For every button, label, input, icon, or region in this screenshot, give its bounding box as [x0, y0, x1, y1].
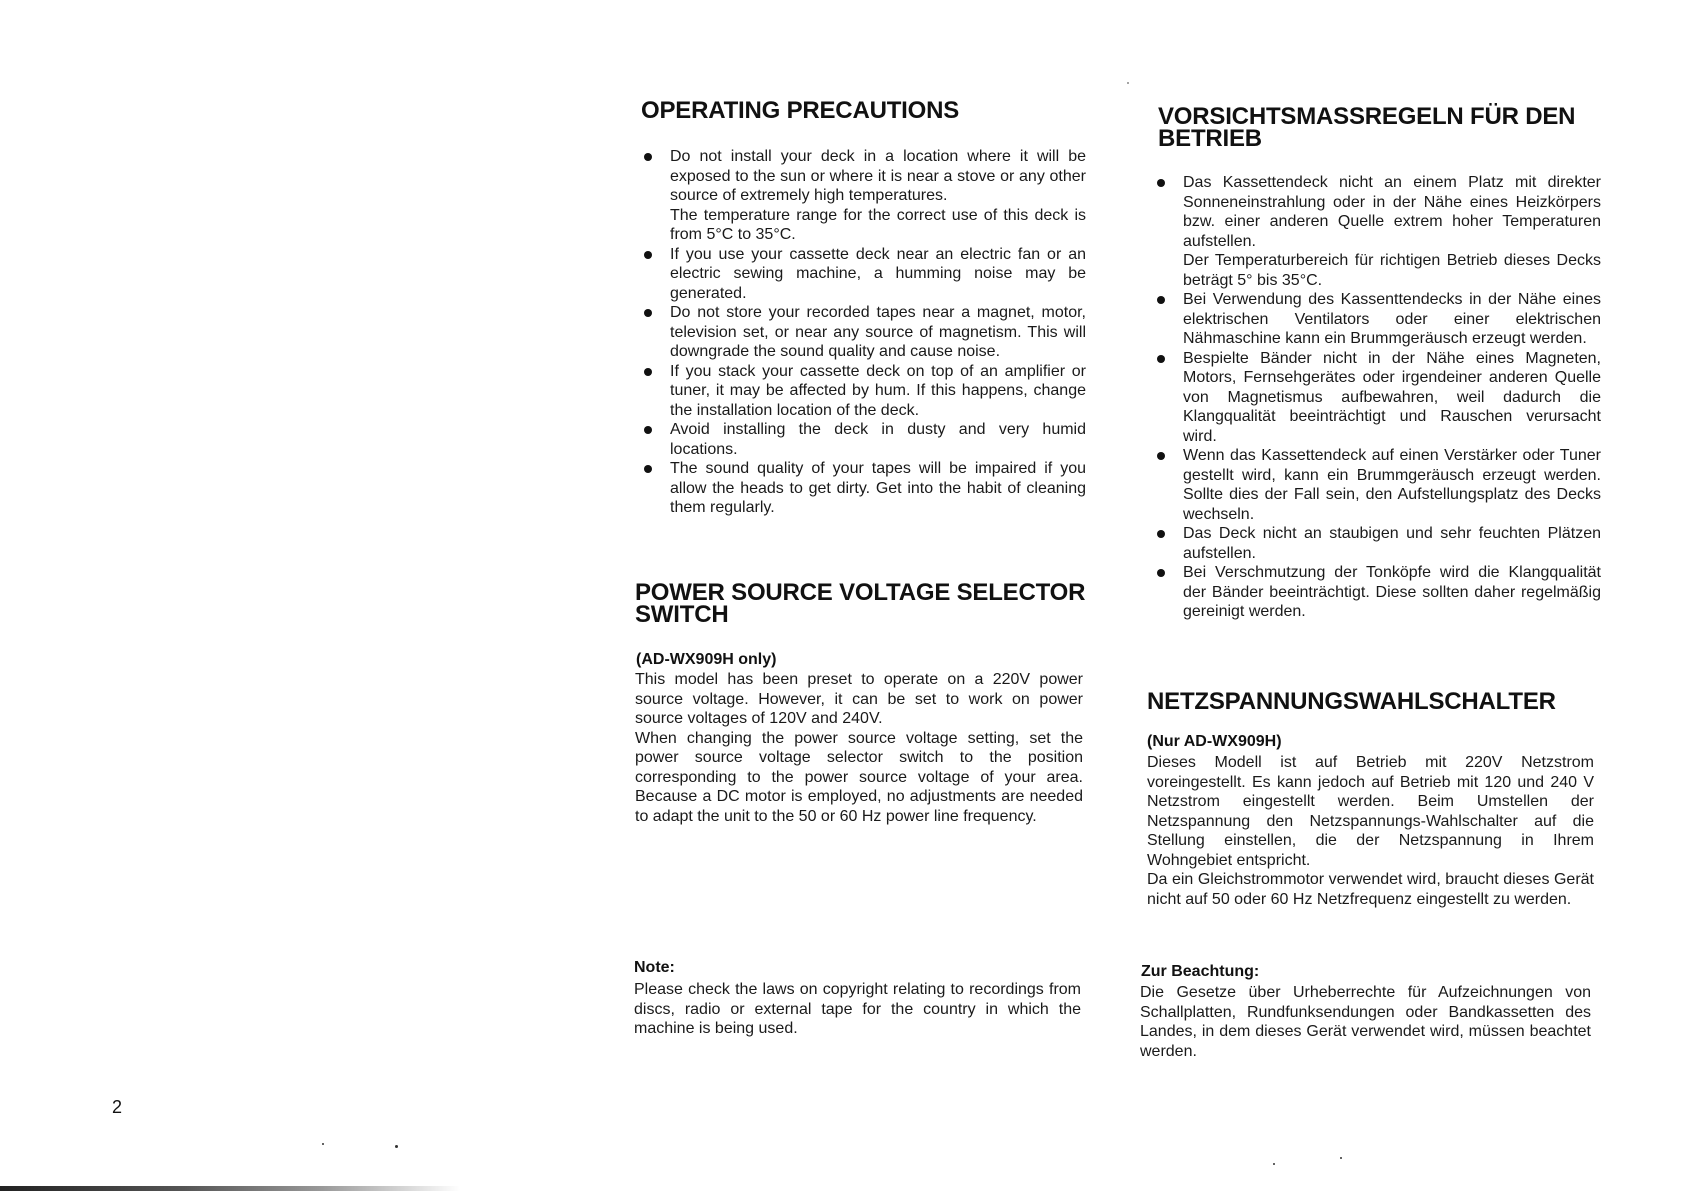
bullet-dot [1157, 530, 1165, 538]
scan-speck [1340, 1157, 1342, 1159]
list-item [1153, 290, 1601, 349]
list-item [640, 362, 1086, 421]
list-item-text: If you stack your cassette deck on top of an amplifier or tuner, it may be affected by hum. If this happens, change the installation location of the deck. [670, 362, 1086, 419]
list-item [640, 303, 1086, 362]
list-item [1153, 563, 1601, 622]
list-item-text: Bei Verwendung des Kassenttendecks in der Nähe eines elektrischen Ventilators oder einer elektrischen Nähmaschine kann ein Brummgeräusch erzeugt werden. [1183, 291, 1601, 347]
list-item [640, 459, 1086, 518]
page-number: 2 [112, 1097, 123, 1117]
paragraph: When changing the power source voltage setting, set the power source voltage selector switch to the position corresponding to the power source voltage of your area. Because a DC motor is employed, no adjustments are needed to adapt the unit to the 50 or 60 Hz power line frequency. [635, 729, 1083, 825]
scan-speck [395, 1145, 398, 1148]
voltage-selector-body [635, 670, 1083, 826]
voltage-selector-subtitle: (AD-WX909H only) [636, 651, 777, 668]
zur-beachtung-text: Die Gesetze über Urheberrechte für Aufzeichnungen von Schallplatten, Rundfunksendungen oder Bandkassetten des Landes, in dem dieses Gerät verwendet wird, müssen beachtet werden. [1140, 984, 1591, 1060]
list-item-text: Das Kassettendeck nicht an einem Platz mit direkter Sonneneinstrahlung oder in der Nähe eines Heizkörpers bzw. einer anderen Quelle extrem hoher Temperaturen aufstellen. [1183, 174, 1601, 250]
list-item-text: If you use your cassette deck near an electric fan or an electric sewing machine, a humming noise may be generated. [670, 245, 1086, 302]
list-item-text: Das Deck nicht an staubigen und sehr feuchten Plätzen aufstellen. [1183, 525, 1601, 562]
list-item-text: The temperature range for the correct use of this deck is from 5°C to 35°C. [670, 206, 1086, 243]
bullet-dot [644, 465, 652, 473]
list-item [640, 147, 1086, 245]
scan-speck [1127, 82, 1129, 84]
bullet-dot [644, 426, 652, 434]
zur-beachtung-title: Zur Beachtung: [1141, 963, 1260, 980]
list-item-text: Der Temperaturbereich für richtigen Betrieb dieses Decks beträgt 5° bis 35°C. [1183, 252, 1601, 289]
operating-precautions-list [640, 147, 1086, 518]
list-item-text: Bei Verschmutzung der Tonköpfe wird die Klangqualität der Bänder beeinträchtigt. Diese sollten daher regelmäßig gereinigt werden. [1183, 564, 1601, 620]
list-item-text: Do not store your recorded tapes near a magnet, motor, television set, or near any source of magnetism. This will downgrade the sound quality and cause noise. [670, 304, 1086, 360]
netzspannung-body [1147, 753, 1594, 909]
bullet-dot [1157, 296, 1165, 304]
list-item-text: The sound quality of your tapes will be impaired if you allow the heads to get dirty. Get into the habit of cleaning them regularly. [670, 460, 1086, 516]
netzspannung-subtitle: (Nur AD-WX909H) [1147, 733, 1282, 750]
paragraph: This model has been preset to operate on a 220V power source voltage. However, it can be set to work on power source voltages of 120V and 240V. [635, 671, 1083, 727]
betrieb-list [1153, 173, 1601, 622]
list-item [1153, 349, 1601, 447]
scan-speck [1273, 1163, 1275, 1165]
paragraph: Da ein Gleichstrommotor verwendet wird, braucht dieses Gerät nicht auf 50 oder 60 Hz Netzfrequenz eingestellt zu werden. [1147, 871, 1594, 908]
bullet-dot [1157, 179, 1165, 187]
list-item-text: Wenn das Kassettendeck auf einen Verstärker oder Tuner gestellt wird, kann ein Brummgeräusch erzeugt werden. Sollte dies der Fall sein, den Aufstellungsplatz des Decks wechseln. [1183, 447, 1601, 523]
scan-edge [0, 1186, 460, 1191]
scan-speck [322, 1143, 324, 1145]
note-title: Note: [634, 959, 675, 976]
bullet-dot [644, 368, 652, 376]
list-item-text: Avoid installing the deck in dusty and very humid locations. [670, 421, 1086, 458]
list-item [1153, 446, 1601, 524]
list-item-text: Bespielte Bänder nicht in der Nähe eines Magneten, Motors, Fernsehgerätes oder irgendeiner anderen Quelle von Magnetismus aufbewahren, weil dadurch die Klangqualität beeinträchtigt und Rauschen verursacht wird. [1183, 349, 1601, 445]
betrieb-heading: VORSICHTSMASSREGELN FÜR DEN BETRIEB [1158, 103, 1576, 152]
bullet-dot [1157, 355, 1165, 363]
voltage-selector-heading: POWER SOURCE VOLTAGE SELECTOR SWITCH [635, 579, 1086, 628]
bullet-dot [1157, 452, 1165, 460]
bullet-dot [644, 251, 652, 259]
list-item [1153, 524, 1601, 563]
netzspannung-heading: NETZSPANNUNGSWAHLSCHALTER [1147, 688, 1556, 715]
note-text: Please check the laws on copyright relating to recordings from discs, radio or external tape for the country in which the machine is being used. [634, 981, 1081, 1037]
bullet-dot [644, 309, 652, 317]
paragraph: Dieses Modell ist auf Betrieb mit 220V Netzstrom voreingestellt. Es kann jedoch auf Betrieb mit 120 und 240 V Netzstrom eingestellt werden. Beim Umstellen der Netzspannung den Netzspannungs-Wahlschalter auf die Stellung einstellen, die der Netzspannung in Ihrem Wohngebiet entspricht. [1147, 754, 1594, 869]
bullet-dot [644, 153, 652, 161]
list-item [640, 420, 1086, 459]
list-item-text: Do not install your deck in a location where it will be exposed to the sun or where it is near a stove or any other source of extremely high temperatures. [670, 148, 1086, 204]
bullet-dot [1157, 569, 1165, 577]
operating-precautions-heading: OPERATING PRECAUTIONS [641, 97, 960, 124]
list-item [1153, 173, 1601, 290]
list-item [640, 245, 1086, 304]
